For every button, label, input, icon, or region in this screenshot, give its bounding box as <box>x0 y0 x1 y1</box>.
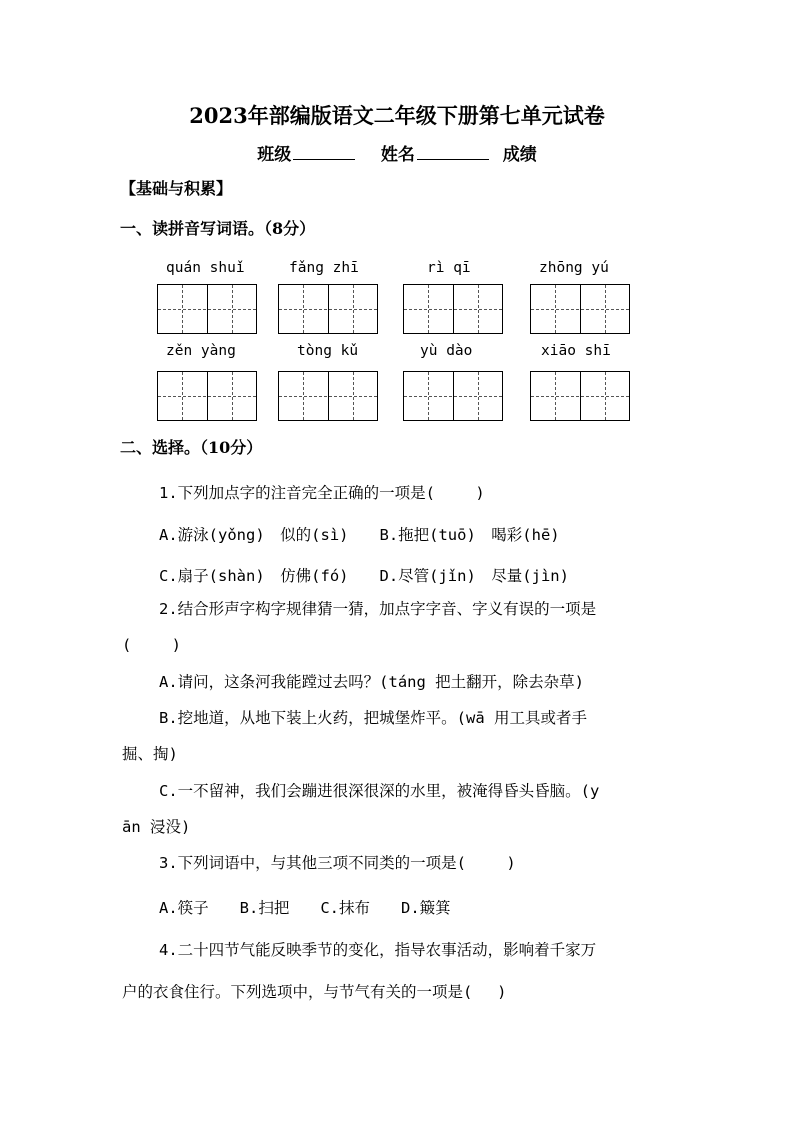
pinyin-label: fǎng zhī <box>289 260 359 276</box>
part-heading: 【基础与积累】 <box>120 179 233 198</box>
class-blank[interactable] <box>293 158 355 160</box>
question-1-stem: 1.下列加点字的注音完全正确的一项是( ) <box>159 484 485 502</box>
pinyin-label: rì qī <box>427 260 471 276</box>
question-2-option-b-cont: 掘、掏) <box>122 745 178 763</box>
question-2-option-a: A.请问，这条河我能蹚过去吗？(táng 把土翻开，除去杂草) <box>159 673 584 691</box>
question-3-stem: 3.下列词语中，与其他三项不同类的一项是( ) <box>159 854 516 872</box>
student-info-line <box>0 140 794 165</box>
pinyin-label: quán shuǐ <box>166 260 245 276</box>
name-label: 姓名 <box>380 145 415 165</box>
question-2-option-c: C.一不留神，我们会蹦进很深很深的水里，被淹得昏头昏脑。(y <box>159 782 600 800</box>
question-1-options-ab: A.游泳(yǒng) 似的(sì) B.拖把(tuō) 喝彩(hē) <box>159 526 560 544</box>
question-2-stem-blank: ( ) <box>122 636 181 654</box>
tianzige-box[interactable] <box>157 284 257 334</box>
section2-heading: 二、选择。（10分） <box>120 438 263 457</box>
name-blank[interactable] <box>417 158 489 160</box>
section1-heading: 一、读拼音写词语。（8分） <box>120 219 316 238</box>
tianzige-box[interactable] <box>157 371 257 421</box>
tianzige-box[interactable] <box>403 284 503 334</box>
question-4-stem-cont: 户的衣食住行。下列选项中，与节气有关的一项是( ) <box>122 983 507 1001</box>
question-1-options-cd: C.扇子(shàn) 仿佛(fó) D.尽管(jǐn) 尽量(jìn) <box>159 567 569 585</box>
pinyin-label: yù dào <box>420 343 473 359</box>
tianzige-box[interactable] <box>530 371 630 421</box>
page-title: 2023年部编版语文二年级下册第七单元试卷 <box>189 103 605 128</box>
question-2-stem: 2.结合形声字构字规律猜一猜，加点字字音、字义有误的一项是 <box>159 600 597 618</box>
tianzige-box[interactable] <box>530 284 630 334</box>
tianzige-box[interactable] <box>278 371 378 421</box>
question-2-option-b: B.挖地道，从地下装上火药，把城堡炸平。(wā 用工具或者手 <box>159 709 587 727</box>
question-4-stem: 4.二十四节气能反映季节的变化，指导农事活动，影响着千家万 <box>159 941 597 959</box>
pinyin-label: tòng kǔ <box>297 343 359 359</box>
class-label: 班级 <box>257 145 292 165</box>
question-2-option-c-cont: ān 浸没) <box>122 818 191 836</box>
pinyin-label: zhōng yú <box>539 260 609 276</box>
question-3-options: A.筷子 B.扫把 C.抹布 D.簸箕 <box>159 899 451 917</box>
pinyin-label: zěn yàng <box>166 343 236 359</box>
pinyin-label: xiāo shī <box>541 343 611 359</box>
tianzige-box[interactable] <box>403 371 503 421</box>
score-label: 成绩 <box>502 145 537 165</box>
tianzige-box[interactable] <box>278 284 378 334</box>
